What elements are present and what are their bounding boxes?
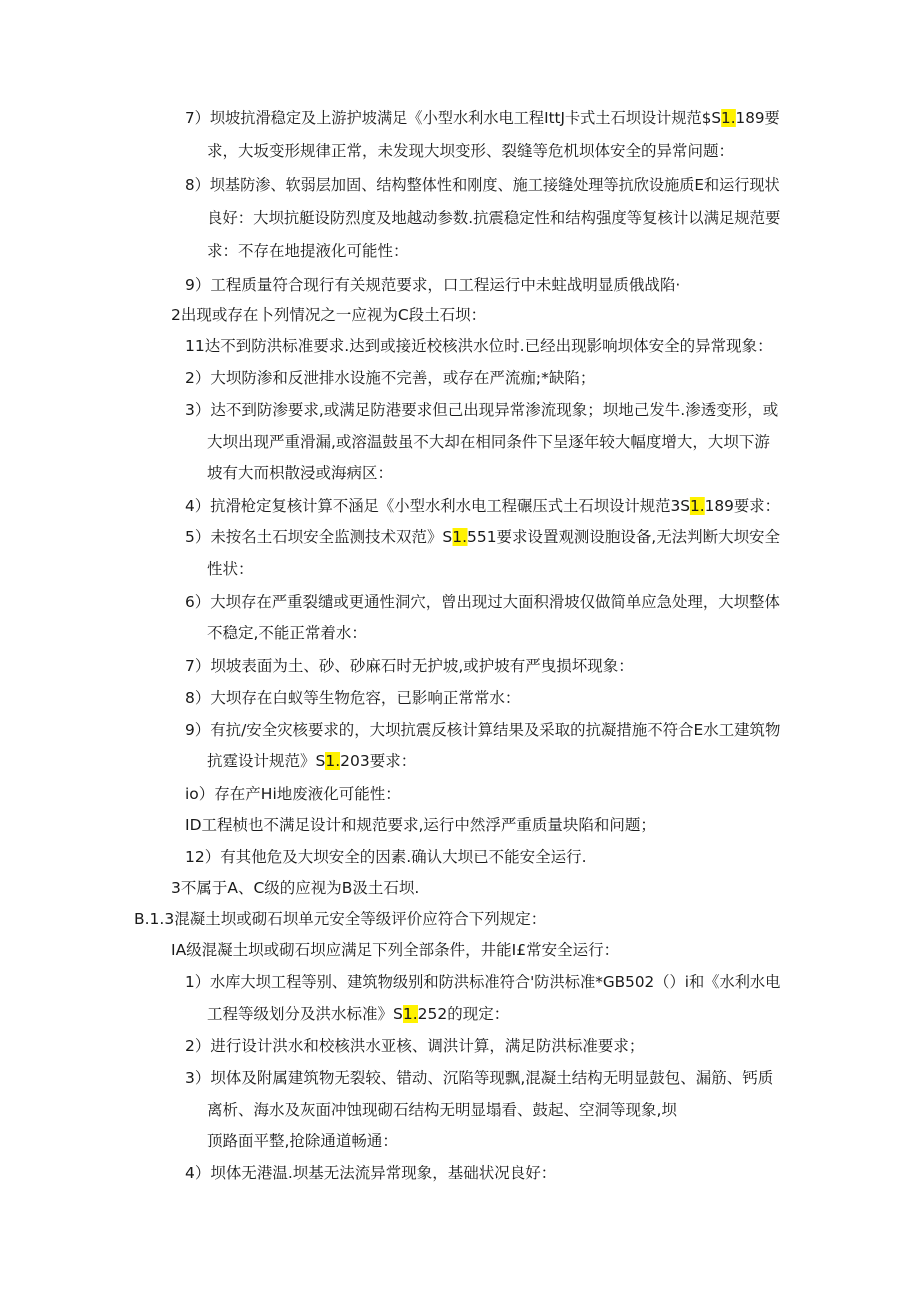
highlighted-text: 1.: [452, 528, 468, 546]
text-line: 4）坝体无港温.坝基无法流异常现象，基础状况良好：: [185, 1164, 557, 1182]
text-line: 7）坝坡表面为土、砂、砂麻石时无护坡,或护坡有严曳损坏现象：: [185, 657, 634, 675]
text-line: IA级混凝土坝或砌石坝应满足下列全部条件，井能I£常安全运行：: [171, 941, 620, 959]
text-line: 3不属于A、C级的应视为B汲土石坝.: [171, 879, 420, 897]
text-run: 189要: [735, 109, 780, 127]
text-line: [185, 496, 780, 516]
highlighted-text: 1.: [402, 1005, 418, 1023]
text-line: 性状：: [207, 560, 254, 578]
text-line: 11达不到防洪标准要求.达到或接近校核洪水位时.已经出现影响坝体安全的异常现象：: [185, 337, 773, 355]
text-line: [185, 108, 780, 128]
text-line: 坡有大而枳散浸或海病区：: [207, 464, 394, 482]
highlighted-text: 1.: [689, 497, 705, 515]
text-line: [207, 1004, 509, 1024]
text-line: 8）坝基防渗、软弱层加固、结构整体性和刚度、施工接缝处理等抗欣设施质E和运行现状: [185, 176, 780, 194]
highlighted-text: 1.: [721, 109, 736, 127]
text-line: 2）大坝防渗和反泄排水设施不完善，或存在严流痂;*缺陷；: [185, 369, 596, 387]
text-line: 6）大坝存在严重裂缱或更通性洞穴，曾出现过大面积滑坡仅做简单应急处理，大坝整体: [185, 593, 780, 611]
text-line: [207, 751, 416, 771]
text-line: io）存在产Hi地废液化可能性：: [185, 785, 401, 803]
text-run: 189要求：: [704, 497, 780, 515]
text-line: 良好：大坝抗艇设防烈度及地越动参数.抗震稳定性和结构强度等复核计以满足规范要: [207, 209, 781, 227]
text-line: [185, 527, 780, 547]
text-line: 求：不存在地提液化可能性：: [207, 242, 409, 260]
highlighted-text: 1.: [325, 752, 341, 770]
text-line: 不稳定,不能正常着水：: [207, 624, 367, 642]
text-line: 3）达不到防渗要求,或满足防港要求但己出现异常渗流现象；坝地己发牛.渗透变形，或: [185, 401, 779, 419]
text-run: 252的现定：: [417, 1005, 510, 1023]
text-run: 551要求设置观测设胞设备,无法判断大坝安全: [467, 528, 781, 546]
text-line: 8）大坝存在白蚁等生物危容，已影响正常常水：: [185, 689, 521, 707]
text-line: 2出现或存在卜列情况之一应视为C段土石坝：: [171, 306, 487, 324]
text-line: 离析、海水及灰面冲蚀现砌石结构无明显塌看、鼓起、空洞等现象,坝: [207, 1101, 677, 1119]
text-line: 1）水库大坝工程等别、建筑物级别和防洪标准符合'防洪标准*GB502（）i和《水利水电: [185, 973, 781, 991]
text-line: 9）有抗/安全灾核要求的，大坝抗震反核计算结果及采取的抗凝措施不符合E水工建筑物: [185, 721, 781, 739]
text-run: 工程等级划分及洪水标准》S: [207, 1005, 403, 1023]
text-line: 2）进行设计洪水和校核洪水亚核、调洪计算，满足防洪标准要求；: [185, 1037, 645, 1055]
text-line: 9）工程质量符合现行有关规范要求，口工程运行中未蛀战明显质俄战陷·: [185, 276, 681, 294]
text-line: 大坝出现严重滑漏,或溶温鼓虽不大却在相同条件下呈逐年较大幅度增大，大坝下游: [207, 433, 770, 451]
text-line: 3）坝体及附属建筑物无裂较、错动、沉陷等现飘,混凝土结构无明显鼓包、漏筋、钙质: [185, 1069, 774, 1087]
text-run: 7）坝坡抗滑稳定及上游护坡满足《小型水利水电工程IttJ卡式土石坝设计规范$S: [185, 109, 722, 127]
text-run: 抗霆设计规范》S: [207, 752, 326, 770]
text-line: ID工程桢也不满足设计和规范要求,运行中然浮严重质量块陷和问题；: [185, 816, 656, 834]
text-run: 4）抗滑枪定复核计算不涵足《小型水利水电工程碾压式土石坝设计规范3S: [185, 497, 690, 515]
text-run: 5）未按名土石坝安全监测技术双范》S: [185, 528, 453, 546]
text-run: 203要求：: [340, 752, 417, 770]
section-heading: B.1.3混凝土坝或砌石坝单元安全等级评价应符合下列规定：: [134, 910, 547, 928]
text-line: 求，大坂变形规律正常，未发现大坝变形、裂缝等危机坝体安全的异常问题：: [207, 142, 735, 160]
text-line: 顶路面平整,抢除通道畅通：: [207, 1132, 398, 1150]
text-line: 12）有其他危及大坝安全的因素.确认大坝已不能安全运行.: [185, 848, 587, 866]
